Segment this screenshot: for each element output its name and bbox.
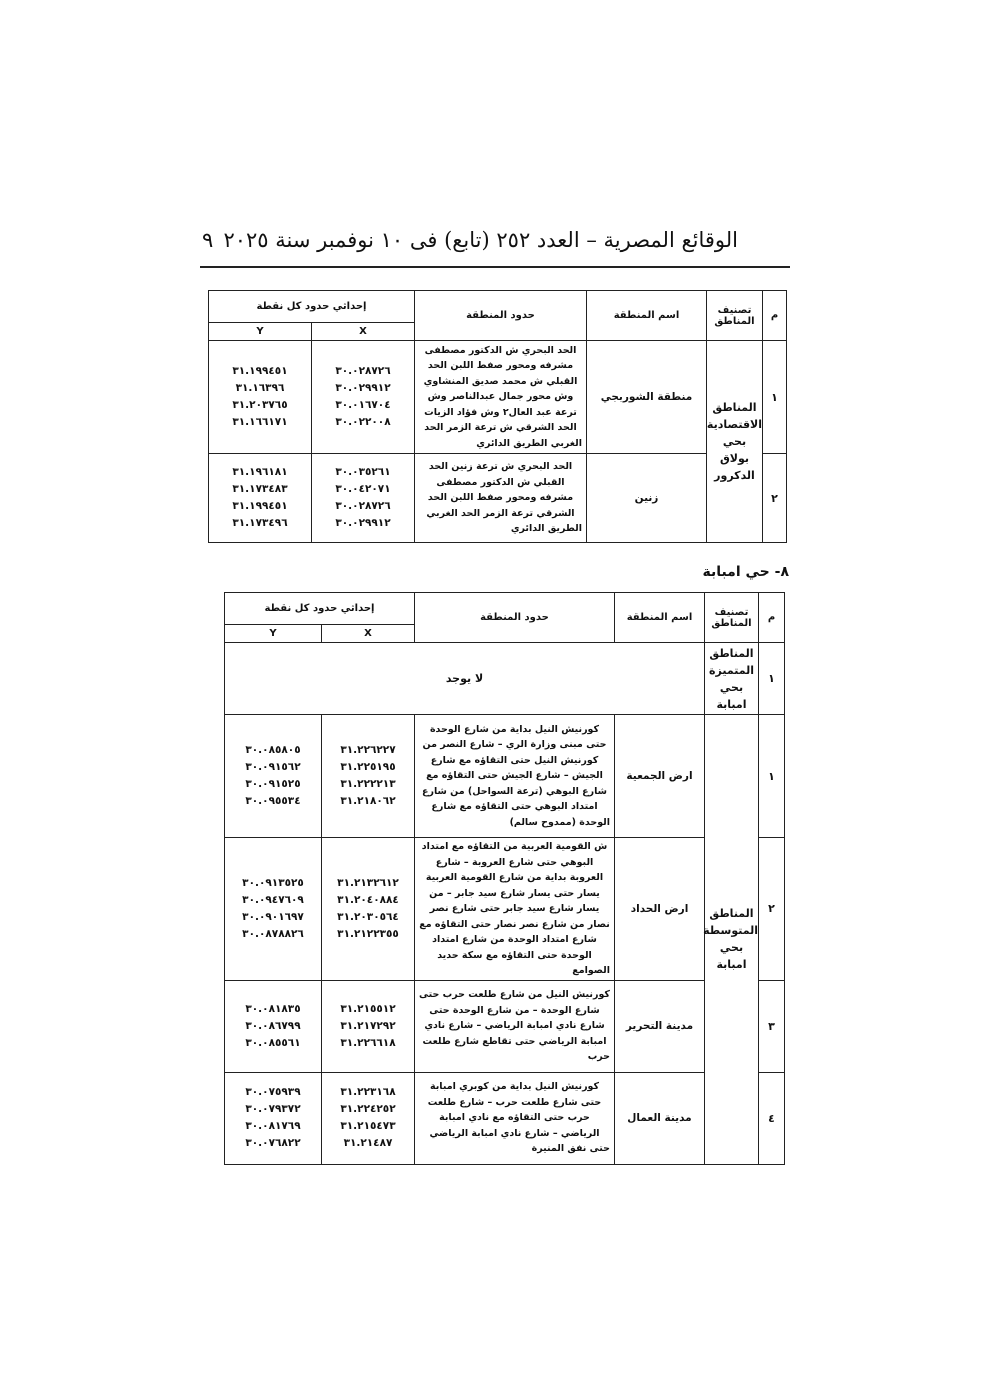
y-coord: ٣٠.٠٩٤٧٦٠٩	[242, 893, 304, 906]
header-category: تصنيف المناطق	[707, 291, 763, 341]
area-name: مدينة العمال	[615, 1072, 705, 1164]
area-borders: كورنيش النيل بداية من كوبري امبابة حتى شارع طلعت حرب – شارع طلعت حرب حتى التقاؤه مع نادي امبابة الرياضي – شارع نادي امبابة الرياضي حتى نفق المنيرة	[415, 1072, 615, 1164]
y-coords	[209, 454, 312, 543]
y-coords	[209, 341, 312, 454]
x-coord: ٣١.٢١٨٠٦٢	[340, 795, 396, 807]
header-category: تصنيف المناطق	[705, 593, 759, 643]
table-row	[225, 643, 785, 715]
x-coords	[322, 715, 415, 838]
table-row	[209, 454, 787, 543]
x-coord: ٣١.٢٢٤٢٥٢	[340, 1103, 396, 1115]
y-coord: ٣٠.٠٨٦٧٩٩	[245, 1019, 301, 1032]
table-row	[225, 980, 785, 1072]
none-text: لا يوجد	[225, 643, 705, 715]
y-coord: ٣١.٢٠٣٧٦٥	[232, 399, 288, 411]
y-coord: ٣١.١٩٦١٨١	[232, 466, 288, 478]
x-coord: ٣١.٢٢٦٦١٨	[340, 1036, 396, 1049]
y-coords	[225, 838, 322, 981]
y-coord: ٣٠.٠٩١٣٥٢٥	[242, 876, 304, 889]
x-coord: ٣١.٢١٥٥١٢	[340, 1002, 396, 1015]
page-header	[200, 222, 790, 262]
table-bulaq-economic-zones	[208, 290, 787, 543]
gazette-title: الوقائع المصرية – العدد ٢٥٢ (تابع) فى ١٠ نوفمبر سنة ٢٠٢٥	[223, 228, 738, 252]
header-index: م	[763, 291, 787, 341]
x-coords	[312, 341, 415, 454]
y-coord: ٣١.١٦٣٩٦	[235, 382, 285, 394]
table-row	[225, 1072, 785, 1164]
x-coord: ٣١.٢١٧٢٩٢	[340, 1019, 396, 1032]
x-coord: ٣١.٢٢٦٢٢٧	[340, 744, 396, 756]
y-coords	[225, 980, 322, 1072]
y-coord: ٣٠.٠٨٥٥٦١	[245, 1036, 301, 1049]
zone-category: المناطق المتميزة بحي امبابة	[705, 643, 759, 715]
area-name: زنين	[587, 454, 707, 543]
area-borders: الحد البحري ش الدكتور مصطفى مشرفه ومحور صفط اللبن الحد القبلي ش محمد صديق المنشاوي وش محور جمال عبدالناصر وش ترعة عبد العال٢ وش فؤاد الزيات الحد الشرقي ش ترعة الزمر الحد الغربي الطريق الدائري	[415, 341, 587, 454]
area-borders: كورنيش النيل بداية من شارع الوحدة حتى مبنى وزارة الري – شارع النصر من كورنيش النيل حتى التقاؤه مع شارع الجيش – شارع الجيش حتى التقاؤه مع شارع البوهي (ترعة السواحل) من شارع امتداد البوهي حتى التقاؤه مع شارع الوحدة (ممدوح سالم)	[415, 715, 615, 838]
x-coord: ٣١.٢٢٢٢١٣	[340, 778, 396, 790]
y-coord: ٣١.١٩٩٤٥١	[232, 365, 288, 377]
y-coords	[225, 1072, 322, 1164]
page-number: ٩	[202, 228, 214, 252]
x-coord: ٣١.٢١٢٢٣٥٥	[337, 927, 399, 940]
header-area-name: اسم المنطقة	[615, 593, 705, 643]
row-index: ٢	[763, 454, 787, 543]
y-coord: ٣٠.٠٨١٧٦٩	[245, 1120, 301, 1132]
header-coords: إحداثي حدود كل نقطة	[225, 593, 415, 625]
y-coords	[225, 715, 322, 838]
x-coord: ٣٠.٠٢٩٩١٢	[335, 517, 391, 529]
zone-category: المناطق الاقتصادية بحي بولاق الدكرور	[707, 341, 763, 543]
area-borders: ش القومية العربية من التقاؤه مع امتداد البوهي حتى شارع العروبة – شارع العروبة بداية من شارع القومية العربية يسار حتى يسار شارع سيد جابر – من يسار شارع سيد جابر حتى شارع نصر نصار من شارع نصر نصار حتى التقاؤه مع شارع امتداد الوحدة من شارع امتداد الوحدة حتى التقاؤه مع سكة حديد الصوامع	[415, 838, 615, 981]
y-coord: ٣١.١٦٦١٧١	[232, 416, 288, 428]
header-x: X	[312, 323, 415, 341]
row-index: ١	[763, 341, 787, 454]
x-coord: ٣٠.٠٢٢٠٠٨	[335, 416, 391, 428]
header-borders: حدود المنطقة	[415, 291, 587, 341]
table-imbaba-zones	[224, 592, 785, 1165]
table-row	[225, 715, 785, 838]
header-y: Y	[225, 625, 322, 643]
x-coords	[322, 980, 415, 1072]
row-index: ١	[759, 715, 785, 838]
x-coord: ٣١.٢٠٤٠٨٨٤	[337, 893, 399, 906]
x-coord: ٣٠.٠٢٨٧٢٦	[335, 500, 391, 512]
header-coords: إحداثي حدود كل نقطة	[209, 291, 415, 323]
y-coord: ٣٠.٠٧٩٣٧٢	[245, 1103, 301, 1115]
table-row	[209, 341, 787, 454]
section-title-imbaba: ٨- حي امبابة	[702, 564, 789, 580]
y-coord: ٣٠.٠٩٠١٦٩٧	[242, 910, 304, 923]
header-rule	[200, 266, 790, 268]
y-coord: ٣٠.٠٧٥٩٣٩	[245, 1086, 301, 1098]
header-index: م	[759, 593, 785, 643]
x-coord: ٣٠.٠٤٢٠٧١	[335, 483, 391, 495]
area-name: ارض الحداد	[615, 838, 705, 981]
area-name: ارض الجمعية	[615, 715, 705, 838]
area-name: مدينة التحرير	[615, 980, 705, 1072]
y-coord: ٣٠.٠٩١٥٢٥	[245, 778, 301, 790]
row-index: ٢	[759, 838, 785, 981]
x-coord: ٣١.٢٠٣٠٥٦٤	[337, 910, 399, 923]
y-coord: ٣١.١٧٣٤٩٦	[232, 517, 288, 529]
header-x: X	[322, 625, 415, 643]
y-coord: ٣١.١٧٣٤٨٣	[232, 483, 288, 495]
area-borders: كورنيش النيل من شارع طلعت حرب حتى شارع الوحدة – من شارع الوحدة حتى شارع نادي امبابة الرياضي – شارع نادي امبابة الرياضي حتى تقاطع شارع طلعت حرب	[415, 980, 615, 1072]
area-name: منطقة الشوربجي	[587, 341, 707, 454]
y-coord: ٣٠.٠٨٥٨٠٥	[245, 744, 301, 756]
row-index: ١	[759, 643, 785, 715]
table-row	[225, 838, 785, 981]
y-coord: ٣٠.٠٨٧٨٨٢٦	[242, 927, 304, 940]
area-borders: الحد البحري ش ترعة زنين الحد القبلي ش الدكتور مصطفى مشرفه ومحور صفط اللبن الحد الشرقي ترعة الزمر الحد الغربي الطريق الدائري	[415, 454, 587, 543]
header-area-name: اسم المنطقة	[587, 291, 707, 341]
x-coord: ٣٠.٠١٦٧٠٤	[335, 399, 391, 411]
x-coords	[322, 838, 415, 981]
x-coord: ٣١.٢٢٣١٦٨	[340, 1086, 396, 1098]
row-index: ٤	[759, 1072, 785, 1164]
y-coord: ٣٠.٠٧٦٨٢٢	[245, 1137, 301, 1149]
x-coord: ٣٠.٠٣٥٢٦١	[335, 466, 391, 478]
row-index: ٣	[759, 980, 785, 1072]
y-coord: ٣٠.٠٨١٨٣٥	[245, 1002, 301, 1015]
y-coord: ٣٠.٠٩١٥٦٢	[245, 761, 301, 773]
x-coord: ٣١.٢١٣٢٦١٢	[337, 876, 399, 889]
y-coord: ٣٠.٠٩٥٥٣٤	[245, 795, 301, 807]
header-y: Y	[209, 323, 312, 341]
y-coord: ٣١.١٩٩٤٥١	[232, 500, 288, 512]
header-borders: حدود المنطقة	[415, 593, 615, 643]
x-coords	[322, 1072, 415, 1164]
x-coord: ٣١.٢٢٥١٩٥	[340, 761, 396, 773]
x-coord: ٣١.٢١٥٤٧٣	[340, 1120, 396, 1132]
x-coord: ٣١.٢١٤٨٧	[343, 1137, 393, 1149]
zone-category: المناطق المتوسطة بحي امبابة	[705, 715, 759, 1165]
x-coords	[312, 454, 415, 543]
x-coord: ٣٠.٠٢٨٧٢٦	[335, 365, 391, 377]
x-coord: ٣٠.٠٢٩٩١٢	[335, 382, 391, 394]
